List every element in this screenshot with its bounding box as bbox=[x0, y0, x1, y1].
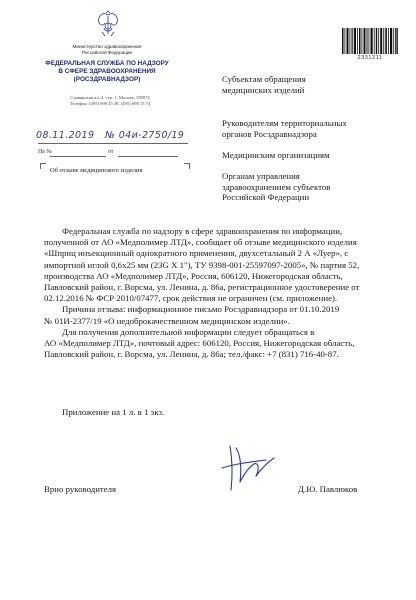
double-headed-eagle-emblem-icon bbox=[93, 10, 123, 40]
reference-date-line bbox=[118, 156, 178, 157]
number-underline bbox=[38, 143, 188, 144]
barcode-icon bbox=[342, 28, 398, 54]
reference-number-label: На № bbox=[38, 149, 52, 155]
subject-line: Об отзыве медицинского изделия bbox=[50, 167, 143, 174]
outgoing-number-row bbox=[30, 129, 190, 145]
barcode-number: 2331211 bbox=[357, 55, 383, 61]
paragraph-contact: Для получения дополнительной информации следует обращаться в АО «Медполимер ЛТД», почтовый адрес: 606120, Россия, Нижегородская область, Павловский район, г. Ворсма, ул. Ленина, д. 86а; тел./факс: +7 (831) 716-40-87. bbox=[44, 326, 355, 360]
reference-number-line bbox=[50, 156, 106, 157]
recipient-block: Руководителям территориальных органов Росздравнадзора bbox=[222, 118, 347, 139]
signatory-name: Д.Ю. Павлюков bbox=[298, 484, 358, 494]
subject-box bbox=[40, 163, 190, 179]
recipient-block: Субъектам обращения медицинских изделий bbox=[222, 74, 306, 95]
recipient-block: Органам управления здравоохранением субъектов Российской Федерации bbox=[222, 171, 331, 202]
corner-mark bbox=[40, 163, 46, 169]
appendix-note: Приложение на 1 л. в 1 экз. bbox=[62, 407, 165, 417]
recipient-block: Медицинским организациям bbox=[222, 150, 330, 160]
reference-row bbox=[38, 149, 188, 159]
reference-date-label: от bbox=[108, 149, 114, 155]
agency-name: ФЕДЕРАЛЬНАЯ СЛУЖБА ПО НАДЗОРУ В СФЕРЕ ЗДРАВООХРАНЕНИЯ (РОСЗДРАВНАДЗОР) bbox=[45, 60, 169, 83]
ministry-name: Министерство здравоохранения Российской Федерации bbox=[72, 44, 142, 55]
corner-mark bbox=[184, 163, 190, 169]
paragraph-reason: Причина отзыва: информационное письмо Росздравнадзора от 01.10.2019 № 01И-2377/19 «О недоброкачественном медицинском изделии». bbox=[44, 304, 340, 326]
outgoing-number: № 04и-2750/19 bbox=[105, 130, 185, 141]
signatory-position: Врио руководителя bbox=[44, 484, 117, 494]
agency-address: Славянская пл. 4, стр. 1, Москва, 109074 Телефон: (495) 698 45 38, (495) 698 15 74 bbox=[69, 95, 151, 106]
handwritten-signature-icon bbox=[200, 438, 292, 500]
paragraph-notice: Федеральная служба по надзору в сфере здравоохранения по информации, полученной от АО «Медполимер ЛТД», сообщает об отзыве медицинского изделия «Шприц инъекционный однократного применения, двухсетальный 2 А «Луер», с импортной иглой 0,6х25 мм (23G X 1"), ТУ 9398-001-25597097-2005», № партия 52, производства АО «Медполимер ЛТД», Россия, 606120, Нижегородская область, Павловский район, г. Ворсма, ул. Ленина, д. 86а, регистрационное удостоверение от 02.12.2016 № ФСР 2010/07477, срок действия не ограничен (см. приложение). bbox=[44, 226, 360, 304]
outgoing-date: 08.11.2019 bbox=[36, 130, 95, 141]
letter-body bbox=[44, 226, 389, 360]
